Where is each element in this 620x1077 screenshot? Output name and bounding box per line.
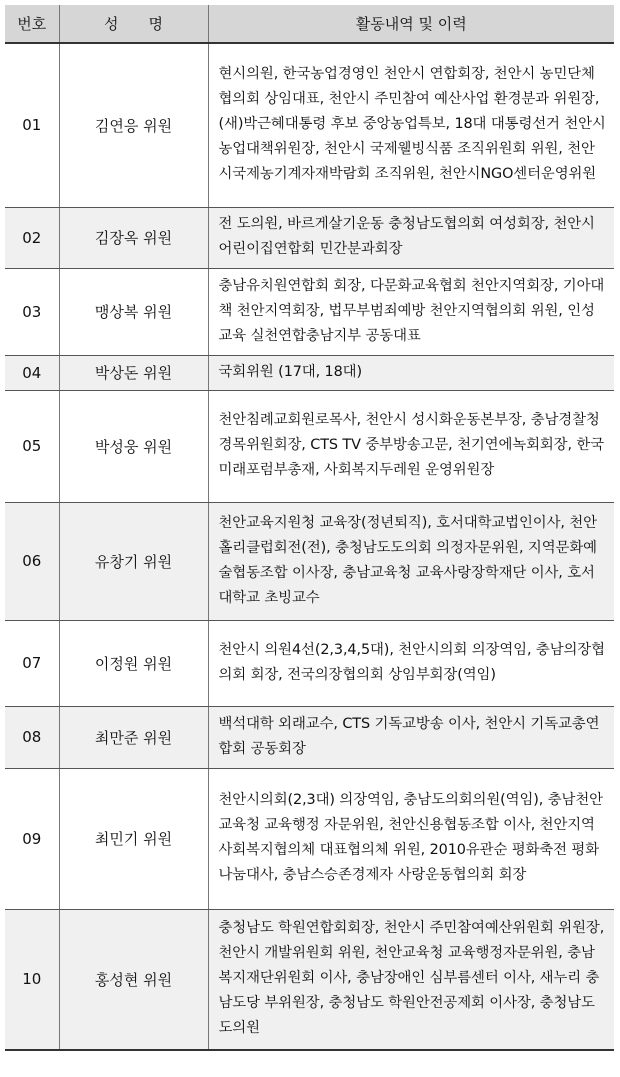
row-number: 05 [5, 390, 59, 502]
member-name: 홍성현 위원 [59, 909, 208, 1050]
table-row [5, 207, 614, 268]
header-number: 번호 [5, 5, 59, 43]
row-number: 10 [5, 909, 59, 1050]
row-number: 06 [5, 502, 59, 620]
row-number: 01 [5, 43, 59, 207]
member-activity: 천안시의회(2,3대) 의장역임, 충남도의회의원(역임), 충남천안교육청 교육행정 자문위원, 천안신용협동조합 이사, 천안지역사회복지협의체 대표협의체 위원, 2010유관순 평화축전 평화나눔대사, 충남스승존경제자 사랑운동협의회 회장 [208, 768, 614, 909]
member-activity: 국회위원 (17대, 18대) [208, 355, 614, 390]
member-activity: 충남유치원연합회 회장, 다문화교육협회 천안지역회장, 기아대책 천안지역회장, 법무부범죄예방 천안지역협의회 위원, 인성교육 실천연합충남지부 공동대표 [208, 268, 614, 355]
table-row [5, 43, 614, 207]
member-name: 유창기 위원 [59, 502, 208, 620]
member-name: 맹상복 위원 [59, 268, 208, 355]
table-row [5, 706, 614, 768]
member-activity: 전 도의원, 바르게살기운동 충청남도협의회 여성회장, 천안시 어린이집연합회 민간분과회장 [208, 207, 614, 268]
member-activity: 백석대학 외래교수, CTS 기독교방송 이사, 천안시 기독교총연합회 공동회장 [208, 706, 614, 768]
member-name: 김장옥 위원 [59, 207, 208, 268]
member-name: 김연응 위원 [59, 43, 208, 207]
row-number: 04 [5, 355, 59, 390]
row-number: 02 [5, 207, 59, 268]
header-name: 성 명 [59, 5, 208, 43]
member-name: 박상돈 위원 [59, 355, 208, 390]
table-row [5, 502, 614, 620]
member-activity: 현시의원, 한국농업경영인 천안시 연합회장, 천안시 농민단체협의회 상임대표, 천안시 주민참여 예산사업 환경분과 위원장, (새)박근혜대통령 후보 중앙농업특보, 18대 대통령선거 천안시 농업대책위원장, 천안시 국제웰빙식품 조직위원회 위원, 천안시국제농기계자재박람회 조직위원, 천안시NGO센터운영위원 [208, 43, 614, 207]
table-row [5, 909, 614, 1050]
row-number: 03 [5, 268, 59, 355]
member-name: 박성웅 위원 [59, 390, 208, 502]
table-header-row [5, 5, 614, 43]
member-activity: 천안침례교회원로목사, 천안시 성시화운동본부장, 충남경찰청경목위원회장, CTS TV 중부방송고문, 천기연에녹회회장, 한국미래포럼부총재, 사회복지두레원 운영위원장 [208, 390, 614, 502]
table-row [5, 355, 614, 390]
table-row [5, 768, 614, 909]
member-activity: 천안시 의원4선(2,3,4,5대), 천안시의회 의장역임, 충남의장협의회 회장, 전국의장협의회 상임부회장(역임) [208, 620, 614, 706]
header-activity: 활동내역 및 이력 [208, 5, 614, 43]
member-name: 최만준 위원 [59, 706, 208, 768]
row-number: 08 [5, 706, 59, 768]
member-name: 최민기 위원 [59, 768, 208, 909]
member-activity: 천안교육지원청 교육장(정년퇴직), 호서대학교법인이사, 천안홀리클럽회전(전), 충청남도도의회 의정자문위원, 지역문화예술협동조합 이사장, 충남교육청 교육사랑장학재단 이사, 호서대학교 초빙교수 [208, 502, 614, 620]
committee-table-container [5, 5, 614, 1051]
table-row [5, 390, 614, 502]
row-number: 07 [5, 620, 59, 706]
member-name: 이정원 위원 [59, 620, 208, 706]
committee-members-table [5, 5, 614, 1051]
member-activity: 충청남도 학원연합회회장, 천안시 주민참여예산위원회 위원장, 천안시 개발위원회 위원, 천안교육청 교육행정자문위원, 충남복지재단위원회 이사, 충남장애인 심부름센터 이사, 새누리 충남도당 부위원장, 충청남도 학원안전공제회 이사장, 충청남도 도의원 [208, 909, 614, 1050]
row-number: 09 [5, 768, 59, 909]
table-row [5, 620, 614, 706]
table-row [5, 268, 614, 355]
